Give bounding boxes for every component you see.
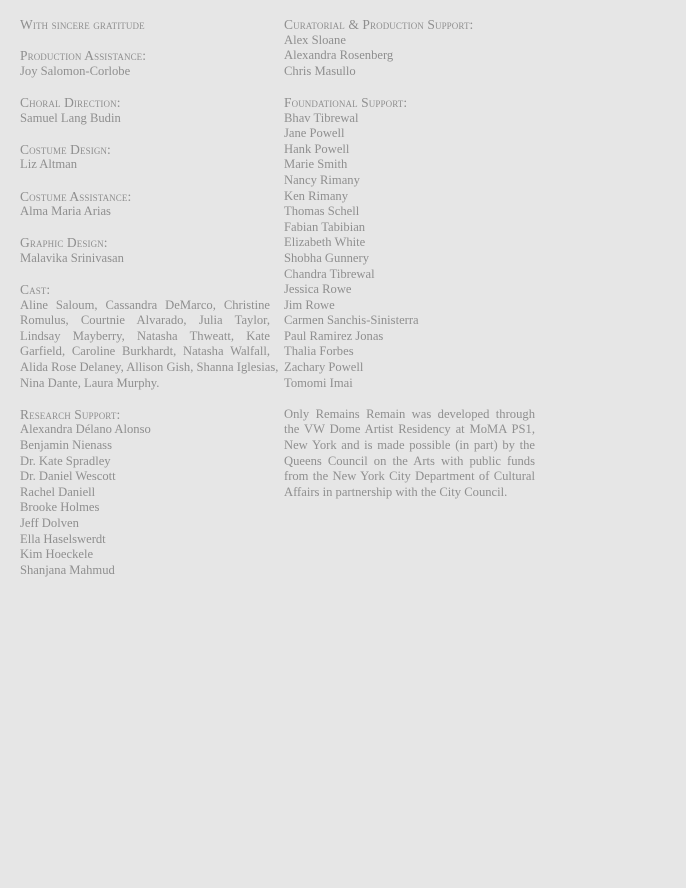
credit-name: Ella Haselswerdt (20, 531, 106, 546)
credit-name: Malavika Srinivasan (20, 250, 124, 265)
credit-name: Elizabeth White (284, 235, 366, 250)
note-line: from the New York City Department of Cultural (284, 469, 535, 484)
credit-name: Thomas Schell (284, 204, 360, 219)
credit-name: Paul Ramirez Jonas (284, 328, 384, 343)
cast-section (20, 282, 279, 391)
credit-name: Shanjana Mahmud (20, 562, 115, 577)
credit-name: Hank Powell (284, 141, 350, 156)
research-support-section (20, 407, 270, 579)
credit-name: Chris Masullo (284, 63, 356, 78)
note-line: Queens Council on the Arts with public funds (284, 453, 535, 468)
curatorial-support-heading: Curatorial & Production Support: (284, 17, 474, 32)
costume-assistance-section (20, 189, 270, 220)
production-assistance-heading: Production Assistance: (20, 48, 147, 64)
credit-name: Jessica Rowe (284, 282, 352, 297)
cast-list (20, 297, 279, 392)
credit-name: Alexandra Rosenberg (284, 48, 394, 63)
cast-heading: Cast: (20, 282, 51, 298)
note-line: Affairs in partnership with the City Council. (284, 484, 508, 499)
credit-name: Dr. Daniel Wescott (20, 469, 116, 484)
credit-name: Carmen Sanchis-Sinisterra (284, 313, 419, 328)
cast-line: Alida Rose Delaney, Allison Gish, Shanna Iglesias, (20, 360, 279, 375)
choral-direction-heading: Choral Direction: (20, 94, 121, 110)
graphic-design-heading: Graphic Design: (20, 235, 108, 251)
credit-name: Nancy Rimany (284, 172, 360, 187)
credit-name: Alexandra Délano Alonso (20, 422, 151, 437)
credit-name: Liz Altman (20, 157, 78, 172)
credit-name: Thalia Forbes (284, 344, 354, 359)
foundational-support-section (284, 95, 535, 391)
credit-name: Zachary Powell (284, 360, 364, 375)
credit-name: Jim Rowe (284, 297, 335, 312)
left-column (20, 17, 279, 594)
cast-line: Garfield, Caroline Burkhardt, Natasha Walfall, (20, 344, 270, 359)
credit-name: Bhav Tibrewal (284, 110, 359, 125)
credit-name: Brooke Holmes (20, 500, 100, 515)
right-column (284, 17, 535, 516)
credit-name: Chandra Tibrewal (284, 266, 375, 281)
costume-design-section (20, 142, 270, 173)
note-line: the VW Dome Artist Residency at MoMA PS1, (284, 422, 535, 437)
note-line: Only Remains Remain was developed through (284, 406, 535, 421)
curatorial-support-section (284, 17, 535, 79)
costume-design-heading: Costume Design: (20, 141, 111, 157)
cast-line: Aline Saloum, Cassandra DeMarco, Christine (20, 297, 270, 312)
foundational-support-heading: Foundational Support: (284, 94, 408, 110)
credit-name: Alma Maria Arias (20, 204, 111, 219)
credit-name: Benjamin Nienass (20, 438, 112, 453)
credit-name: Fabian Tabibian (284, 219, 366, 234)
credit-name: Kim Hoeckele (20, 547, 94, 562)
note-line: New York and is made possible (in part) by the (284, 438, 535, 453)
cast-line: Romulus, Courtnie Alvarado, Julia Taylor, (20, 313, 270, 328)
credit-name: Shobha Gunnery (284, 250, 369, 265)
cast-line: Lindsay Mayberry, Natasha Thweatt, Kate (20, 328, 270, 343)
credit-name: Jeff Dolven (20, 516, 79, 530)
production-assistance-section (20, 48, 270, 79)
credit-name: Samuel Lang Budin (20, 110, 121, 125)
cast-line: Nina Dante, Laura Murphy. (20, 375, 160, 390)
credit-name: Joy Salomon-Corlobe (20, 63, 131, 78)
credit-name: Alex Sloane (284, 32, 346, 47)
residency-note (284, 407, 535, 501)
credit-name: Marie Smith (284, 157, 348, 172)
credit-name: Ken Rimany (284, 188, 349, 203)
residency-paragraph (284, 407, 535, 501)
graphic-design-section (20, 235, 270, 266)
research-support-heading: Research Support: (20, 406, 121, 422)
gratitude-heading: With sincere gratitude (20, 17, 145, 32)
costume-assistance-heading: Costume Assistance: (20, 188, 132, 204)
credit-name: Rachel Daniell (20, 484, 96, 499)
credit-name: Tomomi Imai (284, 375, 353, 390)
credit-name: Jane Powell (284, 126, 345, 141)
credit-name: Dr. Kate Spradley (20, 453, 111, 468)
gratitude-section (20, 17, 270, 33)
choral-direction-section (20, 95, 270, 126)
